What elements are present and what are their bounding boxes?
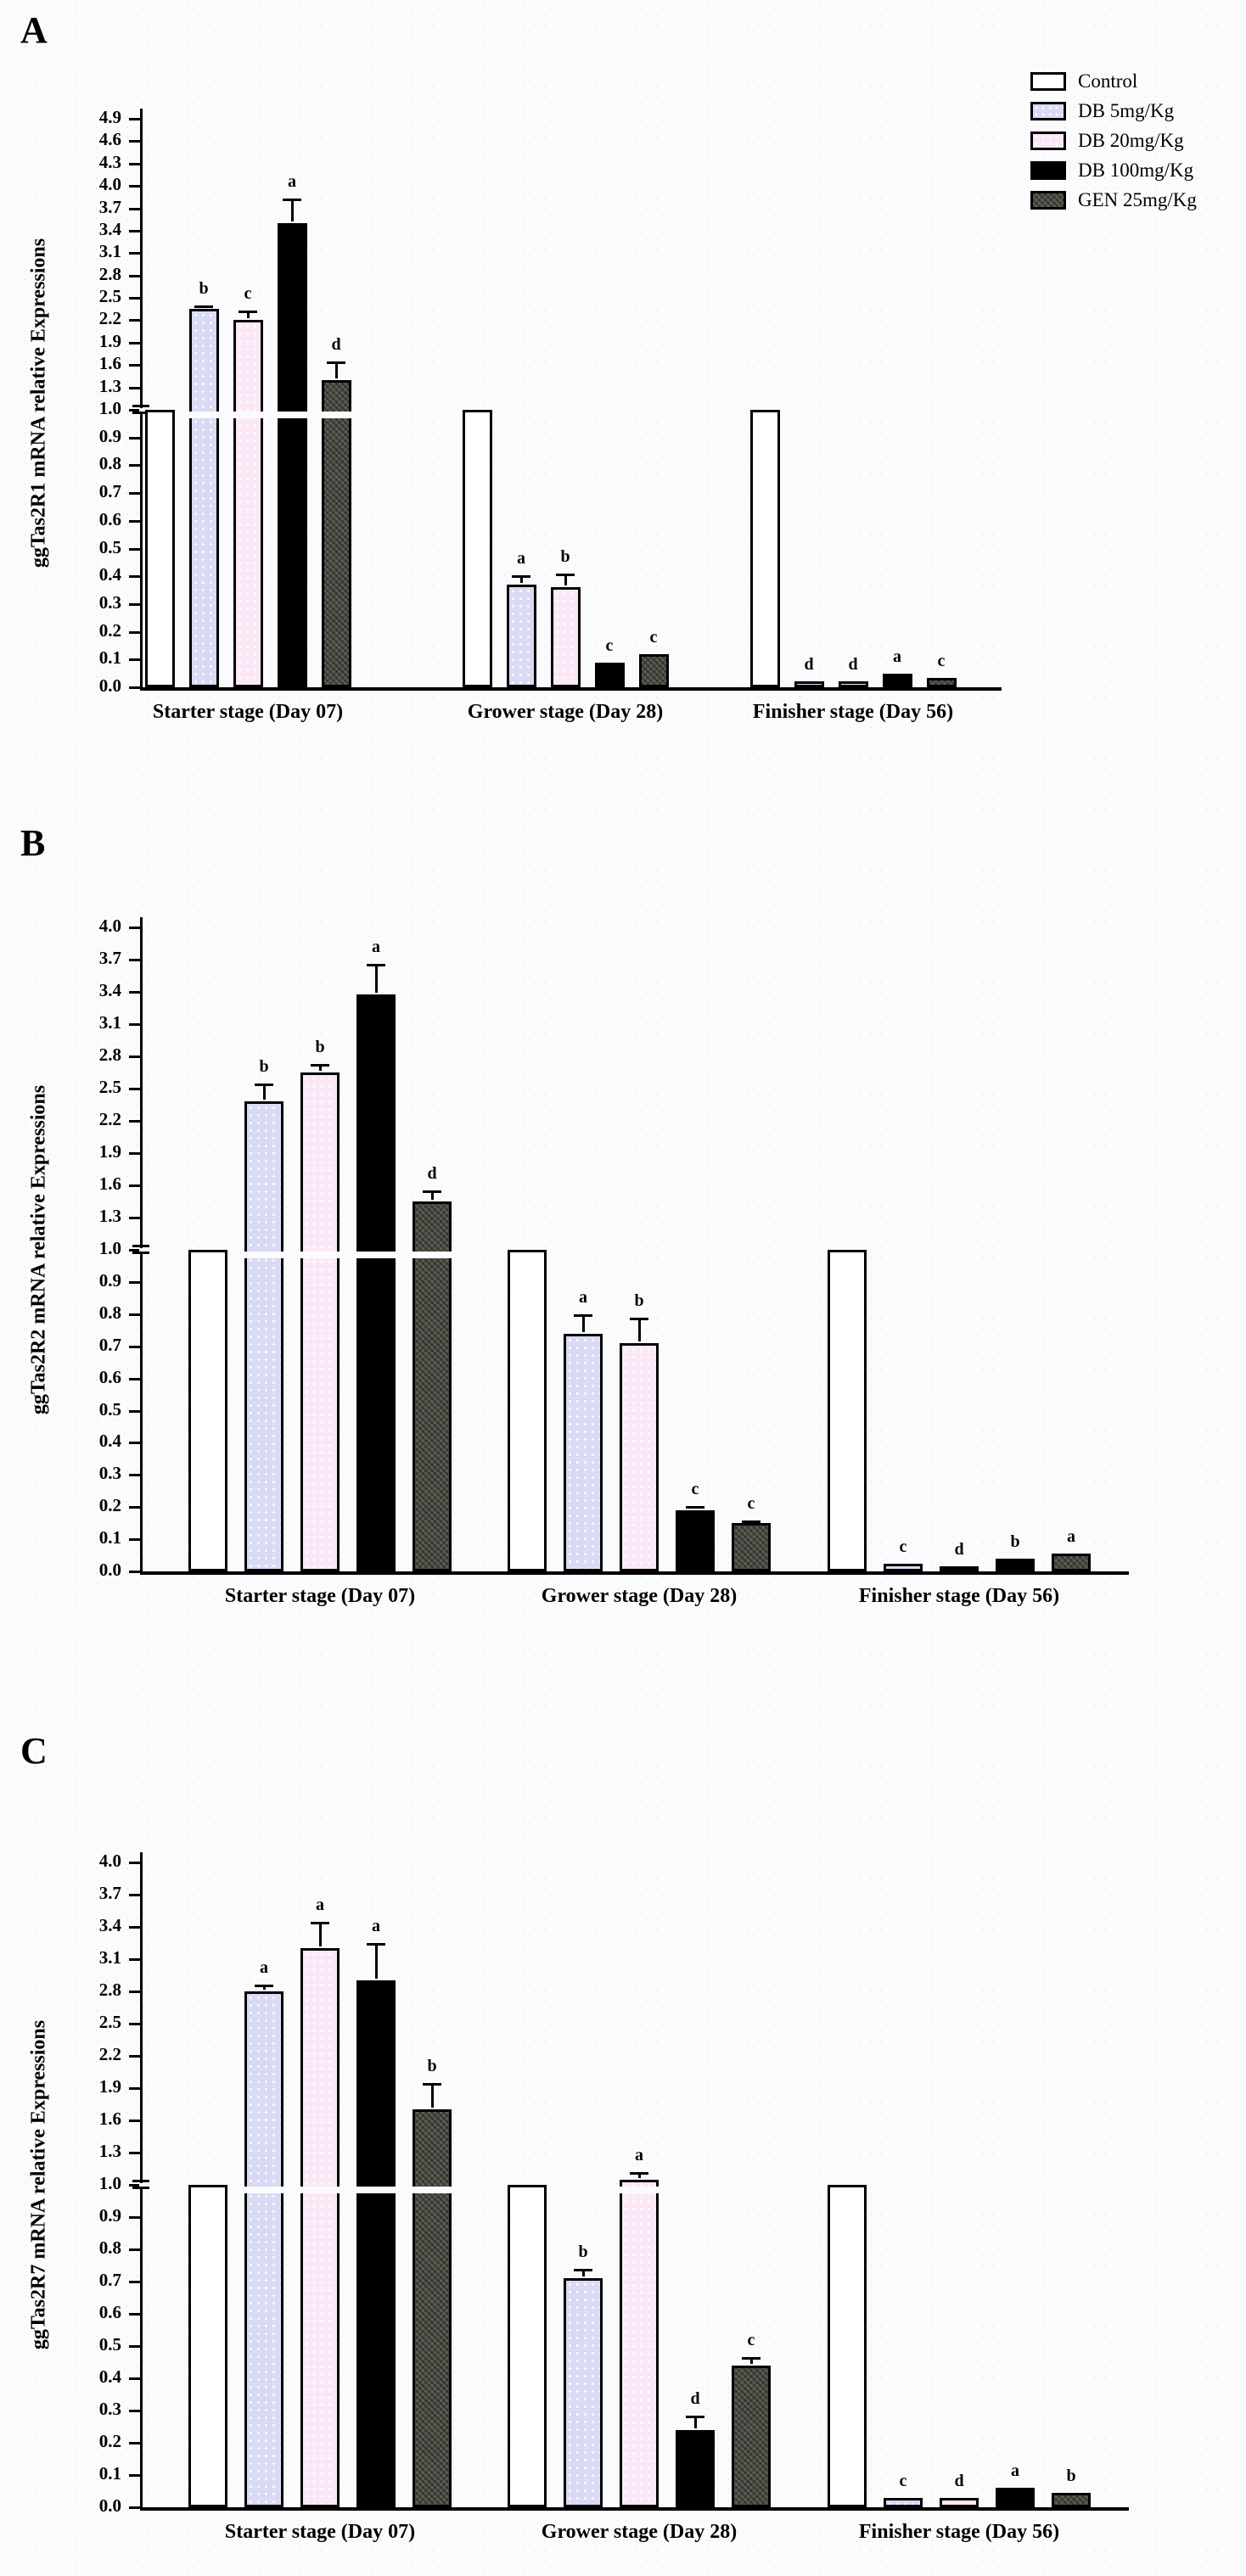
y-tick bbox=[129, 1217, 140, 1219]
bar-db-20mg-kg bbox=[620, 1343, 659, 1571]
significance-letter: c bbox=[747, 1494, 755, 1514]
legend-swatch-gen-25mg-kg bbox=[1030, 191, 1066, 210]
error-bar-stem bbox=[638, 1318, 641, 1341]
bar-db-20mg-kg bbox=[940, 1566, 979, 1571]
bar-gen-25mg-kg bbox=[413, 2109, 452, 2507]
significance-letter: c bbox=[899, 2471, 907, 2490]
bar-db-100mg-kg bbox=[356, 1980, 396, 2507]
y-tick-label: 0.0 bbox=[98, 675, 121, 696]
bar-db-5mg-kg bbox=[564, 1334, 603, 1571]
bar-db-5mg-kg bbox=[564, 2278, 603, 2507]
y-tick bbox=[129, 140, 140, 143]
y-tick-label: 0.4 bbox=[98, 2366, 121, 2387]
bar-control bbox=[188, 2185, 227, 2507]
y-tick-label: 3.7 bbox=[98, 1883, 121, 1903]
y-tick-label: 4.3 bbox=[98, 151, 121, 172]
significance-letter: d bbox=[427, 1164, 437, 1184]
error-bar-cap bbox=[311, 1922, 329, 1924]
y-tick-label: 0.7 bbox=[98, 2270, 121, 2290]
y-tick bbox=[129, 1346, 140, 1348]
bar-db-5mg-kg bbox=[884, 1564, 923, 1571]
y-tick-label: 1.3 bbox=[98, 2141, 121, 2161]
x-axis-group-label: Starter stage (Day 07) bbox=[224, 1585, 416, 1607]
y-tick-label: 3.1 bbox=[98, 1947, 121, 1968]
panel-label-B: B bbox=[20, 822, 46, 864]
bar-control bbox=[828, 1250, 867, 1571]
significance-letter: b bbox=[1066, 2466, 1076, 2485]
y-tick-label: 0.1 bbox=[98, 2463, 121, 2484]
y-tick-label: 0.5 bbox=[98, 536, 121, 557]
y-tick bbox=[129, 1120, 140, 1123]
y-tick bbox=[129, 1958, 140, 1961]
y-tick-label: 0.9 bbox=[98, 1269, 121, 1291]
bar-gen-25mg-kg bbox=[322, 380, 351, 687]
significance-letter: d bbox=[848, 655, 858, 675]
error-bar-stem bbox=[375, 1943, 378, 1979]
axis-break-dash bbox=[132, 1245, 149, 1247]
significance-letter: a bbox=[579, 1287, 587, 1307]
significance-letter: d bbox=[954, 1540, 964, 1560]
legend-swatch-control bbox=[1030, 72, 1066, 91]
y-tick-label: 0.7 bbox=[98, 1334, 121, 1355]
y-tick bbox=[129, 631, 140, 634]
y-tick bbox=[129, 464, 140, 467]
significance-letter: c bbox=[937, 651, 946, 670]
bar-db-5mg-kg bbox=[794, 681, 824, 687]
x-axis bbox=[140, 687, 1002, 691]
y-tick bbox=[129, 492, 140, 495]
y-tick bbox=[129, 2248, 140, 2251]
y-tick bbox=[129, 342, 140, 344]
significance-letter: a bbox=[372, 938, 380, 957]
legend-swatch-db-5mg-kg bbox=[1030, 102, 1066, 120]
legend-label: GEN 25mg/Kg bbox=[1078, 189, 1197, 210]
y-tick bbox=[129, 2442, 140, 2444]
y-tick-label: 0.3 bbox=[98, 591, 121, 613]
y-tick-label: 0.5 bbox=[98, 1398, 121, 1420]
bar-db-100mg-kg bbox=[996, 1559, 1035, 1571]
y-tick-label: 1.9 bbox=[98, 2076, 121, 2097]
y-tick bbox=[129, 1538, 140, 1541]
y-tick-label: 4.9 bbox=[98, 107, 121, 127]
y-tick bbox=[129, 575, 140, 578]
bar-control bbox=[463, 410, 492, 687]
y-tick bbox=[129, 1894, 140, 1896]
y-tick bbox=[129, 1378, 140, 1380]
bar-control bbox=[188, 1250, 227, 1571]
bar-db-5mg-kg bbox=[244, 1991, 283, 2507]
error-bar-stem bbox=[582, 1314, 585, 1332]
y-tick bbox=[129, 2152, 140, 2154]
x-axis-group-label: Grower stage (Day 28) bbox=[541, 2521, 738, 2543]
bar-db-5mg-kg bbox=[189, 309, 219, 687]
y-tick bbox=[129, 991, 140, 994]
bar-axis-break-gap bbox=[242, 1252, 286, 1258]
significance-letter: c bbox=[244, 284, 252, 304]
axis-break-dash bbox=[132, 1252, 149, 1254]
bar-db-100mg-kg bbox=[996, 2488, 1035, 2507]
y-tick bbox=[129, 1571, 140, 1573]
bar-db-20mg-kg bbox=[300, 1948, 340, 2507]
significance-letter: b bbox=[315, 1037, 325, 1056]
y-tick bbox=[129, 2506, 140, 2509]
y-tick-label: 0.2 bbox=[98, 2431, 121, 2451]
significance-letter: c bbox=[605, 636, 614, 655]
significance-letter: a bbox=[260, 1958, 268, 1978]
bar-axis-break-gap bbox=[231, 412, 266, 418]
y-tick-label: 1.0 bbox=[98, 398, 121, 418]
y-tick-label: 1.6 bbox=[98, 353, 121, 374]
x-axis-group-label: Finisher stage (Day 56) bbox=[858, 1585, 1060, 1607]
error-bar-cap bbox=[512, 575, 530, 578]
bar-axis-break-gap bbox=[410, 1252, 454, 1258]
x-axis bbox=[140, 1571, 1129, 1575]
y-tick-label: 0.5 bbox=[98, 2334, 121, 2355]
y-tick bbox=[129, 2345, 140, 2348]
significance-letter: c bbox=[691, 1480, 699, 1499]
y-tick-label: 4.6 bbox=[98, 129, 121, 150]
y-tick bbox=[129, 548, 140, 551]
y-tick bbox=[129, 603, 140, 606]
error-bar-stem bbox=[431, 2083, 434, 2108]
panel-label-C: C bbox=[20, 1730, 48, 1772]
y-tick-label: 4.0 bbox=[98, 916, 121, 936]
bar-axis-break-gap bbox=[298, 1252, 342, 1258]
y-tick-label: 1.9 bbox=[98, 330, 121, 351]
significance-letter: a bbox=[1067, 1527, 1075, 1547]
bar-db-20mg-kg bbox=[620, 2180, 659, 2507]
bar-control bbox=[508, 1250, 547, 1571]
bar-control bbox=[828, 2185, 867, 2507]
y-tick bbox=[129, 387, 140, 389]
y-tick-label: 3.4 bbox=[98, 218, 121, 239]
y-tick-label: 2.8 bbox=[98, 1980, 121, 2000]
error-bar-cap bbox=[574, 2269, 592, 2271]
y-tick-label: 3.1 bbox=[98, 241, 121, 262]
significance-letter: b bbox=[1010, 1532, 1020, 1551]
y-tick-label: 0.7 bbox=[98, 481, 121, 502]
y-tick bbox=[129, 1056, 140, 1058]
y-tick-label: 1.0 bbox=[98, 1238, 121, 1258]
y-axis bbox=[140, 109, 143, 691]
y-tick bbox=[129, 163, 140, 165]
significance-letter: c bbox=[747, 2331, 755, 2350]
bar-gen-25mg-kg bbox=[732, 1523, 771, 1571]
error-bar-stem bbox=[319, 1922, 322, 1947]
y-tick-label: 1.3 bbox=[98, 1206, 121, 1226]
y-tick bbox=[129, 275, 140, 277]
y-tick-label: 0.2 bbox=[98, 1495, 121, 1516]
y-tick bbox=[129, 1152, 140, 1155]
error-bar-cap bbox=[367, 1943, 385, 1946]
bar-gen-25mg-kg bbox=[927, 678, 957, 687]
x-axis-group-label: Finisher stage (Day 56) bbox=[858, 2521, 1060, 2543]
y-tick-label: 2.2 bbox=[98, 1109, 121, 1129]
y-tick-label: 1.9 bbox=[98, 1141, 121, 1162]
significance-letter: a bbox=[1011, 2461, 1019, 2481]
error-bar-cap bbox=[742, 2357, 761, 2360]
bar-axis-break-gap bbox=[242, 2187, 286, 2193]
y-axis-title-panel-C: ggTas2R7 mRNA relative Expressions bbox=[27, 2019, 50, 2350]
bar-db-100mg-kg bbox=[883, 674, 912, 687]
y-tick bbox=[129, 927, 140, 929]
axis-break-dash bbox=[132, 405, 149, 407]
bar-db-100mg-kg bbox=[278, 223, 307, 687]
y-tick bbox=[129, 2087, 140, 2090]
y-tick bbox=[129, 2410, 140, 2412]
x-axis-group-label: Grower stage (Day 28) bbox=[467, 701, 664, 723]
y-tick bbox=[129, 2313, 140, 2316]
bar-db-20mg-kg bbox=[233, 320, 263, 687]
y-tick bbox=[129, 364, 140, 367]
x-axis-group-label: Starter stage (Day 07) bbox=[152, 701, 344, 723]
bar-db-100mg-kg bbox=[676, 2430, 715, 2507]
bar-gen-25mg-kg bbox=[1052, 1554, 1091, 1571]
legend-swatch-db-20mg-kg bbox=[1030, 132, 1066, 150]
bar-axis-break-gap bbox=[298, 2187, 342, 2193]
bar-db-5mg-kg bbox=[244, 1101, 283, 1571]
significance-letter: b bbox=[634, 1291, 644, 1310]
y-tick bbox=[129, 1862, 140, 1864]
y-tick bbox=[129, 2281, 140, 2283]
significance-letter: b bbox=[578, 2242, 588, 2261]
significance-letter: c bbox=[899, 1537, 907, 1556]
y-tick-label: 0.9 bbox=[98, 425, 121, 446]
y-tick-label: 3.7 bbox=[98, 196, 121, 217]
y-tick-label: 0.8 bbox=[98, 1302, 121, 1323]
y-tick bbox=[129, 2023, 140, 2025]
error-bar-cap bbox=[630, 2172, 648, 2175]
y-tick-label: 0.9 bbox=[98, 2205, 121, 2226]
x-axis-group-label: Starter stage (Day 07) bbox=[224, 2521, 416, 2543]
y-tick-label: 2.2 bbox=[98, 308, 121, 329]
y-tick bbox=[129, 959, 140, 961]
y-tick-label: 3.7 bbox=[98, 948, 121, 968]
error-bar-cap bbox=[327, 361, 345, 364]
bar-gen-25mg-kg bbox=[732, 2366, 771, 2507]
bar-control bbox=[508, 2185, 547, 2507]
bar-axis-break-gap bbox=[617, 2187, 661, 2193]
axis-break-dash bbox=[132, 2187, 149, 2189]
y-tick bbox=[129, 1023, 140, 1026]
bar-db-100mg-kg bbox=[676, 1510, 715, 1571]
x-axis-group-label: Finisher stage (Day 56) bbox=[752, 701, 954, 723]
x-axis bbox=[140, 2507, 1129, 2511]
error-bar-cap bbox=[686, 1506, 704, 1509]
error-bar-cap bbox=[255, 1084, 273, 1086]
y-tick-label: 4.0 bbox=[98, 174, 121, 195]
y-tick-label: 0.8 bbox=[98, 2237, 121, 2258]
y-tick-label: 0.0 bbox=[98, 1560, 121, 1580]
axis-break-dash bbox=[132, 2180, 149, 2182]
error-bar-cap bbox=[686, 2416, 704, 2418]
y-tick bbox=[129, 1991, 140, 1993]
significance-letter: d bbox=[954, 2471, 964, 2490]
y-tick-label: 1.0 bbox=[98, 2173, 121, 2193]
panel-label-A: A bbox=[20, 9, 48, 51]
y-tick bbox=[129, 252, 140, 255]
y-tick bbox=[129, 437, 140, 440]
y-tick-label: 0.6 bbox=[98, 1366, 121, 1387]
significance-letter: d bbox=[804, 655, 814, 675]
y-tick bbox=[129, 1410, 140, 1413]
bar-axis-break-gap bbox=[275, 412, 310, 418]
error-bar-cap bbox=[630, 1318, 648, 1320]
y-tick bbox=[129, 1474, 140, 1476]
error-bar-cap bbox=[255, 1985, 273, 1987]
y-tick-label: 4.0 bbox=[98, 1851, 121, 1871]
bar-db-5mg-kg bbox=[507, 585, 536, 687]
significance-letter: b bbox=[199, 278, 209, 298]
legend-label: Control bbox=[1078, 70, 1138, 92]
error-bar-cap bbox=[194, 305, 213, 308]
bar-db-5mg-kg bbox=[884, 2498, 923, 2507]
y-tick bbox=[129, 208, 140, 210]
y-tick-label: 0.3 bbox=[98, 1463, 121, 1484]
y-tick-label: 2.2 bbox=[98, 2044, 121, 2064]
y-tick bbox=[129, 2377, 140, 2380]
y-tick-label: 0.3 bbox=[98, 2399, 121, 2419]
y-tick bbox=[129, 230, 140, 232]
y-tick-label: 2.8 bbox=[98, 263, 121, 284]
y-tick bbox=[129, 185, 140, 188]
error-bar-stem bbox=[291, 199, 294, 221]
y-tick bbox=[129, 658, 140, 661]
y-tick-label: 2.5 bbox=[98, 2012, 121, 2032]
significance-letter: a bbox=[893, 647, 901, 666]
significance-letter: a bbox=[517, 548, 525, 568]
error-bar-stem bbox=[375, 964, 378, 992]
bar-axis-break-gap bbox=[410, 2187, 454, 2193]
error-bar-cap bbox=[311, 1064, 329, 1067]
bar-axis-break-gap bbox=[319, 412, 354, 418]
y-tick bbox=[129, 118, 140, 120]
y-tick-label: 0.1 bbox=[98, 647, 121, 669]
y-tick bbox=[129, 2055, 140, 2058]
y-tick-label: 0.2 bbox=[98, 619, 121, 641]
y-tick bbox=[129, 1184, 140, 1187]
significance-letter: b bbox=[259, 1056, 269, 1076]
significance-letter: c bbox=[649, 627, 658, 647]
legend-label: DB 5mg/Kg bbox=[1078, 100, 1175, 121]
bar-gen-25mg-kg bbox=[639, 654, 669, 687]
bar-db-20mg-kg bbox=[839, 681, 868, 687]
error-bar-cap bbox=[742, 1520, 761, 1523]
significance-letter: d bbox=[331, 334, 341, 354]
bar-db-20mg-kg bbox=[551, 587, 581, 687]
y-tick-label: 1.3 bbox=[98, 375, 121, 396]
y-tick-label: 1.6 bbox=[98, 1173, 121, 1194]
y-axis-title-panel-B: ggTas2R2 mRNA relative Expressions bbox=[27, 1084, 50, 1414]
y-tick-label: 0.6 bbox=[98, 508, 121, 529]
y-tick bbox=[129, 1506, 140, 1509]
y-tick bbox=[129, 1926, 140, 1929]
bar-db-100mg-kg bbox=[595, 663, 625, 687]
y-tick-label: 3.1 bbox=[98, 1012, 121, 1033]
y-tick bbox=[129, 1313, 140, 1316]
y-tick bbox=[129, 2216, 140, 2219]
bar-axis-break-gap bbox=[354, 1252, 398, 1258]
y-tick bbox=[129, 319, 140, 322]
significance-letter: a bbox=[635, 2145, 643, 2164]
y-tick bbox=[129, 1088, 140, 1090]
y-axis-title-panel-A: ggTas2R1 mRNA relative Expressions bbox=[27, 238, 50, 568]
error-bar-cap bbox=[423, 2083, 441, 2086]
x-axis-group-label: Grower stage (Day 28) bbox=[541, 1585, 738, 1607]
legend-label: DB 20mg/Kg bbox=[1078, 130, 1184, 151]
error-bar-cap bbox=[423, 1190, 441, 1193]
y-tick-label: 3.4 bbox=[98, 980, 121, 1000]
error-bar-cap bbox=[556, 574, 575, 576]
y-tick-label: 2.5 bbox=[98, 286, 121, 307]
significance-letter: a bbox=[372, 1917, 380, 1935]
bar-axis-break-gap bbox=[187, 412, 222, 418]
y-tick-label: 2.8 bbox=[98, 1044, 121, 1065]
bar-gen-25mg-kg bbox=[1052, 2493, 1091, 2507]
y-tick bbox=[129, 2120, 140, 2122]
error-bar-cap bbox=[283, 199, 301, 201]
y-tick bbox=[129, 1281, 140, 1284]
y-tick bbox=[129, 520, 140, 523]
significance-letter: d bbox=[690, 2388, 700, 2408]
significance-letter: a bbox=[288, 172, 296, 192]
bar-db-20mg-kg bbox=[300, 1072, 340, 1571]
y-tick bbox=[129, 1442, 140, 1444]
significance-letter: b bbox=[427, 2056, 437, 2075]
y-tick-label: 0.6 bbox=[98, 2302, 121, 2322]
y-tick-label: 2.5 bbox=[98, 1077, 121, 1097]
legend-label: DB 100mg/Kg bbox=[1078, 160, 1194, 181]
y-tick bbox=[129, 297, 140, 300]
bar-control bbox=[750, 410, 780, 687]
y-tick-label: 3.4 bbox=[98, 1915, 121, 1935]
error-bar-cap bbox=[239, 311, 257, 313]
y-tick-label: 1.6 bbox=[98, 2108, 121, 2129]
y-tick-label: 0.4 bbox=[98, 1431, 121, 1452]
y-tick bbox=[129, 686, 140, 689]
y-tick-label: 0.8 bbox=[98, 453, 121, 474]
y-tick bbox=[129, 2474, 140, 2477]
y-tick-label: 0.0 bbox=[98, 2495, 121, 2516]
significance-letter: a bbox=[316, 1895, 324, 1914]
significance-letter: b bbox=[560, 546, 570, 566]
error-bar-cap bbox=[574, 1314, 592, 1317]
bar-db-20mg-kg bbox=[940, 2498, 979, 2507]
legend-swatch-db-100mg-kg bbox=[1030, 161, 1066, 180]
bar-axis-break-gap bbox=[354, 2187, 398, 2193]
error-bar-cap bbox=[367, 964, 385, 966]
bar-db-100mg-kg bbox=[356, 994, 396, 1571]
y-tick-label: 0.4 bbox=[98, 564, 121, 585]
bar-control bbox=[145, 410, 175, 687]
y-tick-label: 0.1 bbox=[98, 1527, 121, 1548]
